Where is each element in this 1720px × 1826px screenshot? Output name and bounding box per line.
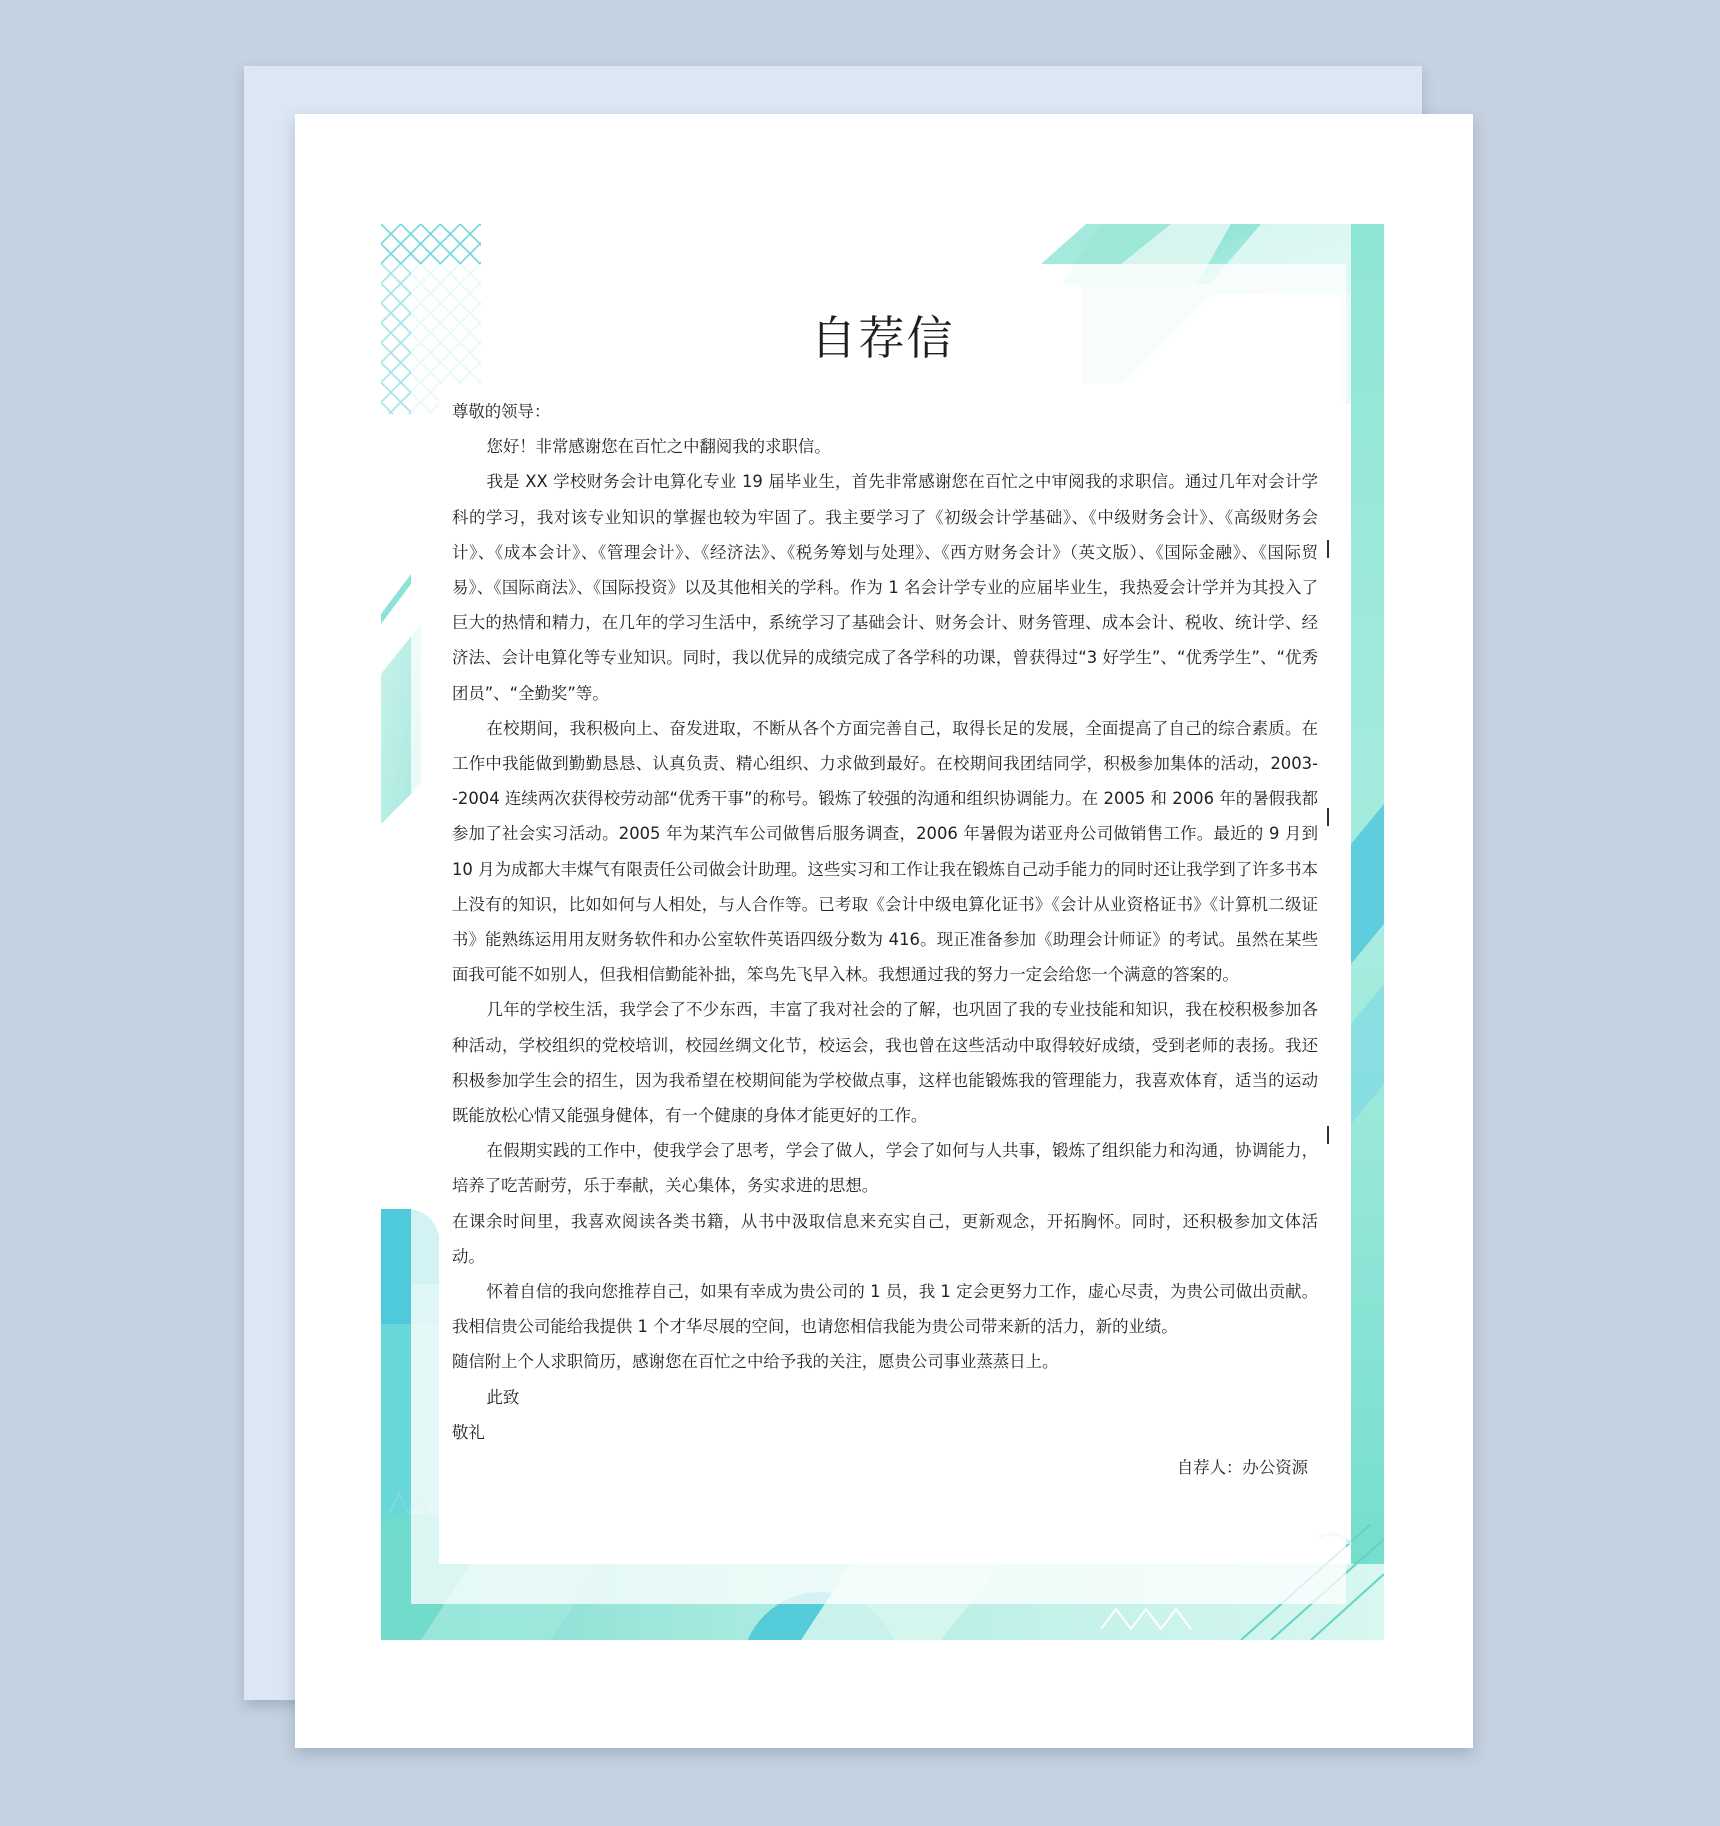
paragraph-greeting: 您好！非常感谢您在百忙之中翻阅我的求职信。 xyxy=(486,437,831,457)
page-title: 自荐信 xyxy=(810,311,955,365)
text-cursor-mark xyxy=(1327,1126,1329,1144)
paragraph-activities: 几年的学校生活，我学会了不少东西，丰富了我对社会的了解，也巩固了我的专业技能和知识，我在校积极参加各种活动，学校组织的党校培训，校园丝绸文化节，校运会，我也曾在这些活动中取得较好成绩，受到老师的表扬。我还积极参加学生会的招生，因为我希望在校期间能为学校做点事，这样也能锻炼我的管理能力，我喜欢体育，适当的运动既能放松心情又能强身健体，有一个健康的身体才能更好的工作。 xyxy=(452,1000,1318,1126)
letter-body xyxy=(452,394,1318,1485)
closing-line-2: 敬礼 xyxy=(452,1422,485,1442)
text-cursor-mark xyxy=(1327,808,1329,826)
paragraph-practice: 在假期实践的工作中，使我学会了思考，学会了做人，学会了如何与人共事，锻炼了组织能力和沟通，协调能力，培养了吃苦耐劳，乐于奉献，关心集体，务实求进的思想。 xyxy=(452,1141,1318,1196)
text-cursor-mark xyxy=(1327,540,1329,558)
signature: 自荐人：办公资源 xyxy=(1176,1458,1308,1478)
paragraph-school: 在校期间，我积极向上、奋发进取，不断从各个方面完善自己，取得长足的发展，全面提高了自己的综合素质。在工作中我能做到勤勤恳恳、认真负责、精心组织、力求做到最好。在校期间我团结同学，积极参加集体的活动，2003--2004 连续两次获得校劳动部“优秀干事”的称号。锻炼了较强的沟通和组织协调能力。在 2005 和 2006 年的暑假我都参加了社会实习活动。2005 年为某汽车公司做售后服务调查，2006 年暑假为诺亚舟公司做销售工作。最近的 9 月到 10 月为成都大丰煤气有限责任公司做会计助理。这些实习和工作让我在锻炼自己动手能力的同时还让我学到了许多书本上没有的知识，比如如何与人相处，与人合作等。已考取《会计中级电算化证书》《会计从业资格证书》《计算机二级证书》能熟练运用用友财务软件和办公室软件英语四级分数为 416。现正准备参加《助理会计师证》的考试。虽然在某些面我可能不如别人，但我相信勤能补拙，笨鸟先飞早入林。我想通过我的努力一定会给您一个满意的答案的。 xyxy=(452,718,1318,985)
paragraph-free-time: 在课余时间里，我喜欢阅读各类书籍，从书中汲取信息来充实自己，更新观念，开拓胸怀。同时，还积极参加文体活动。 xyxy=(452,1211,1318,1266)
paragraph-intro: 我是 XX 学校财务会计电算化专业 19 届毕业生，首先非常感谢您在百忙之中审阅我的求职信。通过几年对会计学科的学习，我对该专业知识的掌握也较为牢固了。我主要学习了《初级会计学基础》、《中级财务会计》、《高级财务会计》、《成本会计》、《管理会计》、《经济法》、《税务筹划与处理》、《西方财务会计》（英文版）、《国际金融》、《国际贸易》、《国际商法》、《国际投资》以及其他相关的学科。作为 1 名会计学专业的应届毕业生，我热爱会计学并为其投入了巨大的热情和精力，在几年的学习生活中，系统学习了基础会计、财务会计、财务管理、成本会计、税收、统计学、经济法、会计电算化等专业知识。同时，我以优异的成绩完成了各学科的功课，曾获得过“3 好学生”、“优秀学生”、“优秀团员”、“全勤奖”等。 xyxy=(452,472,1318,703)
paragraph-attach: 随信附上个人求职简历，感谢您在百忙之中给予我的关注，愿贵公司事业蒸蒸日上。 xyxy=(452,1352,1059,1372)
letter-page xyxy=(381,224,1384,1640)
paragraph-recommend: 怀着自信的我向您推荐自己，如果有幸成为贵公司的 1 员，我 1 定会更努力工作，虚心尽责，为贵公司做出贡献。我相信贵公司能给我提供 1 个才华尽展的空间，也请您相信我能为贵公司带来新的活力，新的业绩。 xyxy=(452,1282,1318,1337)
closing-line-1: 此致 xyxy=(486,1387,520,1407)
salutation: 尊敬的领导： xyxy=(452,402,551,421)
